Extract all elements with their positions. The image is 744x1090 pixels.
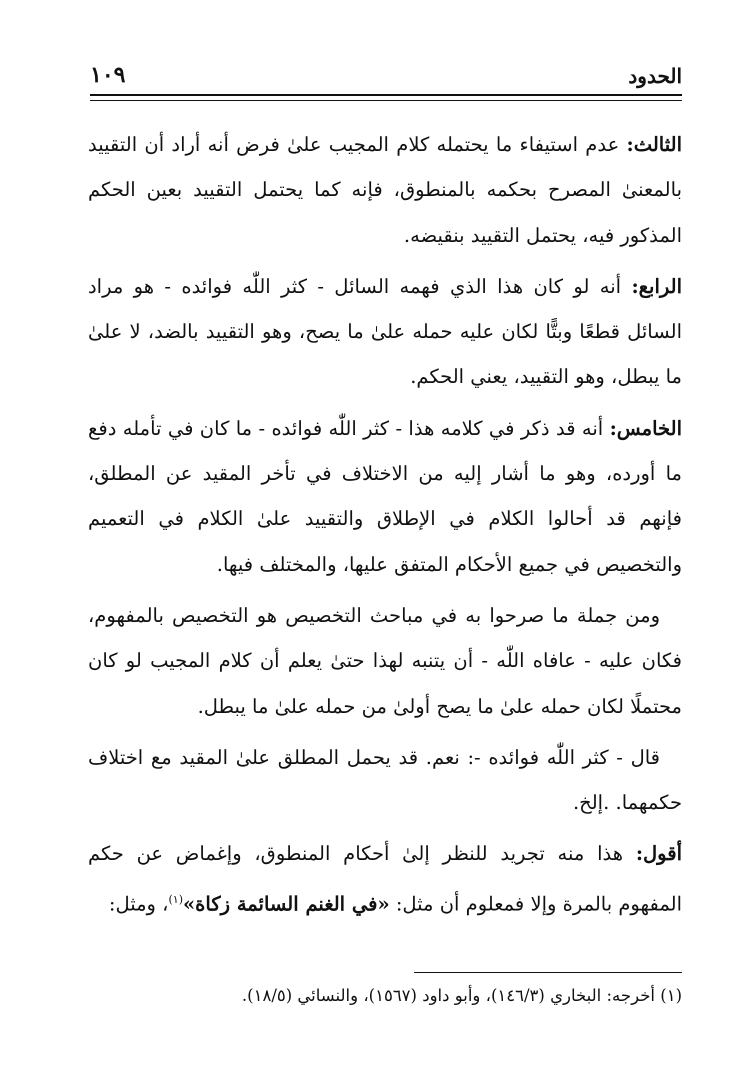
- paragraph-text: عدم استيفاء ما يحتمله كلام المجيب علىٰ فرض أنه أراد أن التقييد بالمعنىٰ المصرح بحكمه بالمنطوق، فإنه كما يحتمل التقييد بعين الحكم المذكور فيه، يحتمل التقييد بنقيضه.: [88, 133, 682, 247]
- paragraph-text-end: ، ومثل:: [108, 892, 169, 916]
- paragraph: [88, 122, 682, 258]
- paragraph-text: قال - كثر اللّٰه فوائده -: نعم. قد يحمل المطلق علىٰ المقيد مع اختلاف حكمهما. .إلخ.: [88, 745, 682, 815]
- header-rule-thick: [90, 94, 682, 96]
- paragraph-label: أقول:: [635, 842, 682, 866]
- paragraph: [88, 264, 682, 400]
- paragraph-label: الثالث:: [626, 133, 682, 156]
- hadith-quote: «في الغنم السائمة زكاة»: [182, 892, 390, 916]
- page-header: [90, 58, 682, 88]
- paragraph-label: الرابع:: [631, 274, 682, 298]
- paragraph: [88, 593, 682, 729]
- page-number: ١٠٩: [90, 62, 126, 88]
- running-title: الحدود: [628, 64, 682, 88]
- paragraph: [88, 831, 682, 926]
- header-rule-thin: [90, 100, 682, 101]
- paragraph-text: هذا منه تجريد للنظر إلىٰ أحكام المنطوق، وإغماض عن حكم المفهوم بالمرة وإلا فمعلوم أن مثل:: [88, 842, 682, 916]
- paragraph-label: الخامس:: [609, 416, 682, 440]
- footnote-rule: [414, 972, 682, 973]
- paragraph-text: ومن جملة ما صرحوا به في مباحث التخصيص هو التخصيص بالمفهوم، فكان عليه - عافاه اللّٰه - أن يتنبه لهذا حتىٰ يعلم أن كلام المجيب لو كان محتملًا لكان حمله علىٰ ما يصح أولىٰ من حمله علىٰ ما يبطل.: [88, 603, 682, 718]
- page-body: [88, 122, 682, 933]
- footnote: (١) أخرجه: البخاري (١٤٦/٣)، وأبو داود (١٥٦٧)، والنسائي (١٨/٥).: [241, 986, 682, 1005]
- paragraph-text: أنه قد ذكر في كلامه هذا - كثر اللّٰه فوائده - ما كان في تأمله دفع ما أورده، وهو ما أشار إليه من الاختلاف في تأخر المقيد عن المطلق، فإنهم قد أحالوا الكلام في الإطلاق والتقييد علىٰ الكلام في التعميم والتخصيص في جميع الأحكام المتفق عليها، والمختلف فيها.: [88, 416, 682, 576]
- paragraph: [88, 406, 682, 587]
- paragraph: [88, 735, 682, 826]
- paragraph-text: أنه لو كان هذا الذي فهمه السائل - كثر اللّٰه فوائده - هو مراد السائل قطعًا وبتًّا لكان عليه حمله علىٰ ما يصح، وهو التقييد بالضد، لا علىٰ ما يبطل، وهو التقييد، يعني الحكم.: [88, 274, 682, 389]
- footnote-marker[interactable]: (١): [168, 892, 183, 906]
